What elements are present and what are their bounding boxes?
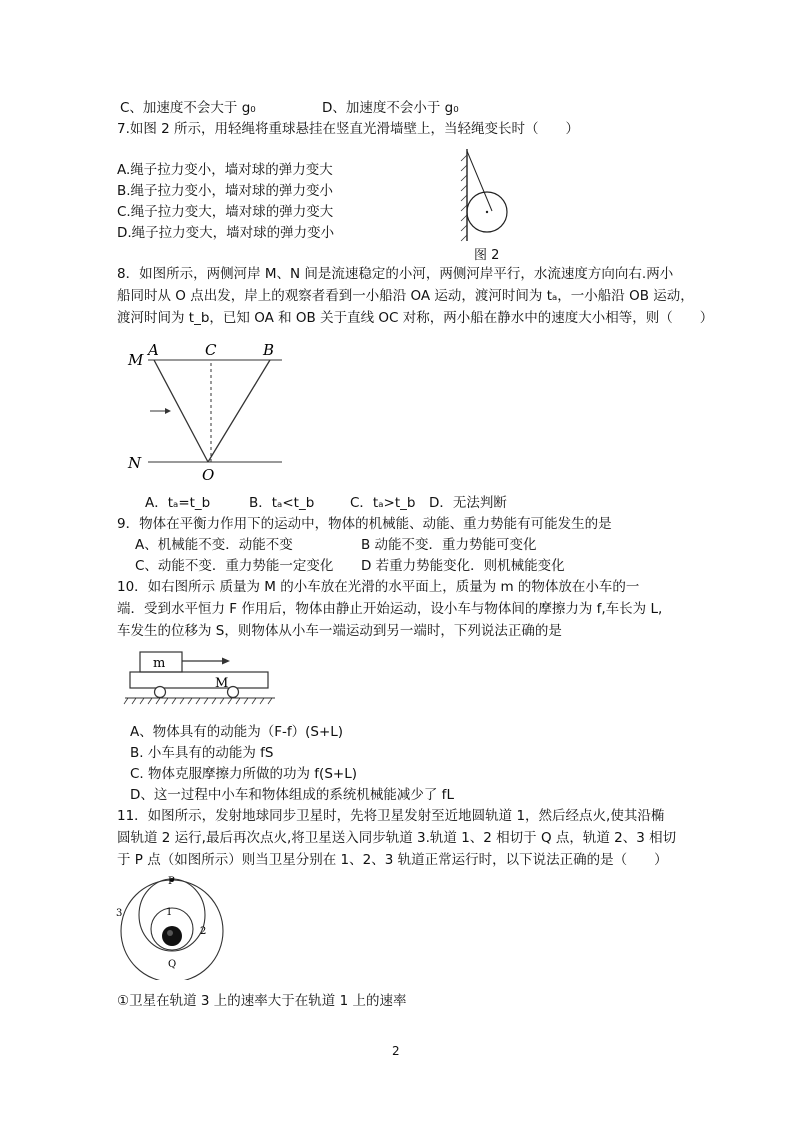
- label-o: O: [202, 466, 215, 483]
- q7-option-c: C.绳子拉力变大，墙对球的弹力变大: [117, 204, 334, 220]
- q8-stem-line1: 8．如图所示，两侧河岸 M、N 间是流速稳定的小河，两侧河岸平行，水流速度方向向右.两小: [117, 266, 674, 282]
- q8-option-d: D．无法判断: [429, 495, 507, 511]
- label-orbit-3: 3: [116, 908, 123, 919]
- q11-stem-line3: 于 P 点（如图所示）则当卫星分别在 1、2、3 轨道正常运行时，以下说法正确的是（ ）: [117, 852, 668, 868]
- label-big-m: M: [215, 676, 229, 691]
- q9-option-d: D 若重力势能变化．则机械能变化: [361, 558, 565, 574]
- page-number: 2: [392, 1044, 400, 1058]
- q10-option-d: D、这一过程中小车和物体组成的系统机械能减少了 fL: [130, 787, 454, 803]
- q9-option-b: B 动能不变．重力势能可变化: [361, 537, 537, 553]
- label-n: N: [128, 454, 142, 472]
- q10-option-c: C. 物体克服摩擦力所做的功为 f(S+L): [130, 766, 357, 782]
- q10-figure-cart: [120, 644, 280, 710]
- q11-stem-line2: 圆轨道 2 运行,最后再次点火,将卫星送入同步轨道 3.轨道 1、2 相切于 Q 点，轨道 2、3 相切: [117, 830, 677, 846]
- wheel-left: [155, 687, 166, 698]
- q8-figure-river: [120, 338, 290, 483]
- q7-figure-wall-ball: [455, 145, 520, 245]
- q7-option-b: B.绳子拉力变小，墙对球的弹力变小: [117, 183, 334, 199]
- q8-option-a: A．tₐ=t_b: [145, 495, 211, 511]
- q10-option-a: A、物体具有的动能为（F-f）(S+L): [130, 724, 344, 740]
- label-a: A: [148, 341, 159, 359]
- q11-stem-line1: 11．如图所示，发射地球同步卫星时，先将卫星发射至近地圆轨道 1，然后经点火,使其沿椭: [117, 808, 665, 824]
- label-q: Q: [168, 959, 177, 970]
- q10-stem-line2: 端．受到水平恒力 F 作用后，物体由静止开始运动，设小车与物体间的摩擦力为 f,车长为 L,: [117, 601, 663, 617]
- q6-option-d: D、加速度不会小于 g₀: [322, 100, 459, 116]
- label-m: M: [128, 351, 144, 369]
- label-b: B: [263, 341, 275, 359]
- earth-disc: [162, 926, 182, 946]
- q8-stem-line2: 船同时从 O 点出发，岸上的观察者看到一小船沿 OA 运动，渡河时间为 tₐ，一小船沿 OB 运动，: [117, 288, 694, 304]
- q7-stem: 7.如图 2 所示，用轻绳将重球悬挂在竖直光滑墙壁上，当轻绳变长时（ ）: [117, 121, 580, 137]
- q9-stem: 9．物体在平衡力作用下的运动中，物体的机械能、动能、重力势能有可能发生的是: [117, 516, 612, 532]
- wheel-right: [228, 687, 239, 698]
- label-c: C: [205, 341, 217, 359]
- cart-body: [130, 672, 268, 688]
- q7-figure-caption: 图 2: [474, 248, 500, 263]
- ground-hatching: [124, 698, 272, 704]
- q9-option-c: C、动能不变．重力势能一定变化: [135, 558, 334, 574]
- q9-option-a: A、机械能不变．动能不变: [135, 537, 293, 553]
- label-orbit-2: 2: [200, 926, 207, 937]
- q10-stem-line3: 车发生的位移为 S，则物体从小车一端运动到另一端时，下列说法正确的是: [117, 623, 562, 639]
- q8-option-c: C．tₐ>t_b: [350, 495, 416, 511]
- label-small-m: m: [153, 656, 166, 671]
- q11-item-1: ①卫星在轨道 3 上的速率大于在轨道 1 上的速率: [117, 993, 407, 1009]
- wall-hatching: [461, 155, 467, 241]
- q10-option-b: B. 小车具有的动能为 fS: [130, 745, 274, 761]
- q6-option-c: C、加速度不会大于 g₀: [120, 100, 256, 116]
- q10-stem-line1: 10．如右图所示 质量为 M 的小车放在光滑的水平面上，质量为 m 的物体放在小车的一: [117, 579, 640, 595]
- q8-stem-line3: 渡河时间为 t_b，已知 OA 和 OB 关于直线 OC 对称，两小船在静水中的速度大小相等，则（ ）: [117, 310, 714, 326]
- q11-figure-orbits: [115, 872, 227, 980]
- label-p: P: [168, 876, 175, 887]
- path-ob-line: [208, 360, 270, 462]
- q7-option-a: A.绳子拉力变小，墙对球的弹力变大: [117, 162, 333, 178]
- label-orbit-1: 1: [166, 907, 173, 918]
- q7-option-d: D.绳子拉力变大，墙对球的弹力变小: [117, 225, 335, 241]
- rope-line: [467, 151, 492, 211]
- q8-option-b: B．tₐ<t_b: [249, 495, 315, 511]
